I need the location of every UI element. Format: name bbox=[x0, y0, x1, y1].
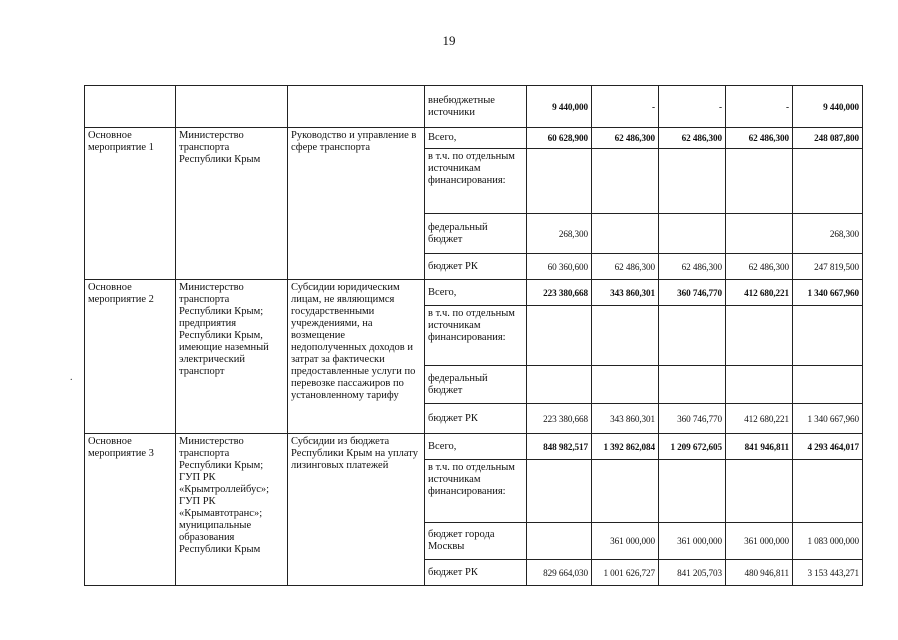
value-cell: 268,300 bbox=[527, 214, 592, 254]
value-cell bbox=[527, 523, 592, 560]
source-cell: в т.ч. по отдельным источникам финансирования: bbox=[425, 149, 527, 214]
value-cell bbox=[726, 460, 793, 523]
source-cell: в т.ч. по отдельным источникам финансирования: bbox=[425, 306, 527, 366]
value-cell: 360 746,770 bbox=[659, 404, 726, 434]
value-cell: 412 680,221 bbox=[726, 404, 793, 434]
value-cell bbox=[659, 460, 726, 523]
measure-name-cell: Основное мероприятие 2 bbox=[85, 280, 176, 434]
source-cell: бюджет города Москвы bbox=[425, 523, 527, 560]
table-row bbox=[85, 280, 863, 306]
table-row bbox=[85, 86, 863, 128]
source-cell: внебюджетные источники bbox=[425, 86, 527, 128]
value-cell: 848 982,517 bbox=[527, 434, 592, 460]
value-cell bbox=[527, 149, 592, 214]
source-cell: Всего, bbox=[425, 128, 527, 149]
value-cell bbox=[592, 366, 659, 404]
budget-table bbox=[84, 85, 863, 586]
executor-cell: Министерство транспорта Республики Крым; ГУП РК «Крымтроллейбус»; ГУП РК «Крымавтотранс»; муниципальные образования Республики Крым bbox=[176, 434, 288, 586]
value-cell bbox=[527, 306, 592, 366]
value-cell: 62 486,300 bbox=[659, 128, 726, 149]
value-cell bbox=[793, 460, 863, 523]
value-cell: 9 440,000 bbox=[527, 86, 592, 128]
value-cell: 343 860,301 bbox=[592, 404, 659, 434]
value-cell: 480 946,811 bbox=[726, 560, 793, 586]
value-cell: 9 440,000 bbox=[793, 86, 863, 128]
value-cell: 62 486,300 bbox=[726, 254, 793, 280]
source-cell: бюджет РК bbox=[425, 404, 527, 434]
source-cell: бюджет РК bbox=[425, 560, 527, 586]
value-cell bbox=[793, 306, 863, 366]
measure-name-cell bbox=[85, 86, 176, 128]
value-cell: 1 209 672,605 bbox=[659, 434, 726, 460]
value-cell bbox=[726, 214, 793, 254]
value-cell bbox=[592, 214, 659, 254]
value-cell bbox=[726, 366, 793, 404]
value-cell: 829 664,030 bbox=[527, 560, 592, 586]
description-cell bbox=[288, 86, 425, 128]
measure-name-cell: Основное мероприятие 1 bbox=[85, 128, 176, 280]
value-cell bbox=[659, 149, 726, 214]
value-cell: - bbox=[726, 86, 793, 128]
value-cell bbox=[659, 214, 726, 254]
source-cell: федеральный бюджет bbox=[425, 214, 527, 254]
value-cell bbox=[793, 366, 863, 404]
value-cell: 60 360,600 bbox=[527, 254, 592, 280]
value-cell: 4 293 464,017 bbox=[793, 434, 863, 460]
stray-mark: . bbox=[70, 372, 73, 383]
value-cell: 248 087,800 bbox=[793, 128, 863, 149]
value-cell bbox=[726, 149, 793, 214]
value-cell: 841 205,703 bbox=[659, 560, 726, 586]
value-cell: 1 340 667,960 bbox=[793, 404, 863, 434]
value-cell: 1 340 667,960 bbox=[793, 280, 863, 306]
value-cell: 361 000,000 bbox=[726, 523, 793, 560]
source-cell: бюджет РК bbox=[425, 254, 527, 280]
executor-cell: Министерство транспорта Республики Крым bbox=[176, 128, 288, 280]
value-cell bbox=[527, 460, 592, 523]
measure-name-cell: Основное мероприятие 3 bbox=[85, 434, 176, 586]
source-cell: федеральный бюджет bbox=[425, 366, 527, 404]
table-row bbox=[85, 128, 863, 149]
description-cell: Субсидии юридическим лицам, не являющимся государственными учреждениями, на возмещение недополученных доходов и затрат за фактически предоставленные услуги по перевозке пассажиров по установленному тарифу bbox=[288, 280, 425, 434]
value-cell: 361 000,000 bbox=[659, 523, 726, 560]
value-cell: 62 486,300 bbox=[592, 254, 659, 280]
value-cell bbox=[726, 306, 793, 366]
value-cell: 3 153 443,271 bbox=[793, 560, 863, 586]
source-cell: Всего, bbox=[425, 280, 527, 306]
value-cell: 1 392 862,084 bbox=[592, 434, 659, 460]
value-cell: 1 001 626,727 bbox=[592, 560, 659, 586]
source-cell: Всего, bbox=[425, 434, 527, 460]
table-row bbox=[85, 434, 863, 460]
value-cell: 223 380,668 bbox=[527, 280, 592, 306]
value-cell: 247 819,500 bbox=[793, 254, 863, 280]
value-cell: 62 486,300 bbox=[659, 254, 726, 280]
value-cell: 268,300 bbox=[793, 214, 863, 254]
value-cell: 343 860,301 bbox=[592, 280, 659, 306]
value-cell: 1 083 000,000 bbox=[793, 523, 863, 560]
value-cell: 60 628,900 bbox=[527, 128, 592, 149]
value-cell: - bbox=[592, 86, 659, 128]
value-cell bbox=[793, 149, 863, 214]
value-cell: 361 000,000 bbox=[592, 523, 659, 560]
value-cell: - bbox=[659, 86, 726, 128]
value-cell: 62 486,300 bbox=[726, 128, 793, 149]
source-cell: в т.ч. по отдельным источникам финансирования: bbox=[425, 460, 527, 523]
description-cell: Субсидии из бюджета Республики Крым на уплату лизинговых платежей bbox=[288, 434, 425, 586]
value-cell bbox=[659, 306, 726, 366]
value-cell: 62 486,300 bbox=[592, 128, 659, 149]
description-cell: Руководство и управление в сфере транспорта bbox=[288, 128, 425, 280]
value-cell bbox=[592, 460, 659, 523]
value-cell bbox=[659, 366, 726, 404]
value-cell: 360 746,770 bbox=[659, 280, 726, 306]
value-cell bbox=[592, 306, 659, 366]
page-number: 19 bbox=[442, 33, 456, 48]
value-cell: 412 680,221 bbox=[726, 280, 793, 306]
value-cell: 223 380,668 bbox=[527, 404, 592, 434]
executor-cell: Министерство транспорта Республики Крым; предприятия Республики Крым, имеющие наземный электрический транспорт bbox=[176, 280, 288, 434]
value-cell bbox=[592, 149, 659, 214]
executor-cell bbox=[176, 86, 288, 128]
value-cell bbox=[527, 366, 592, 404]
value-cell: 841 946,811 bbox=[726, 434, 793, 460]
